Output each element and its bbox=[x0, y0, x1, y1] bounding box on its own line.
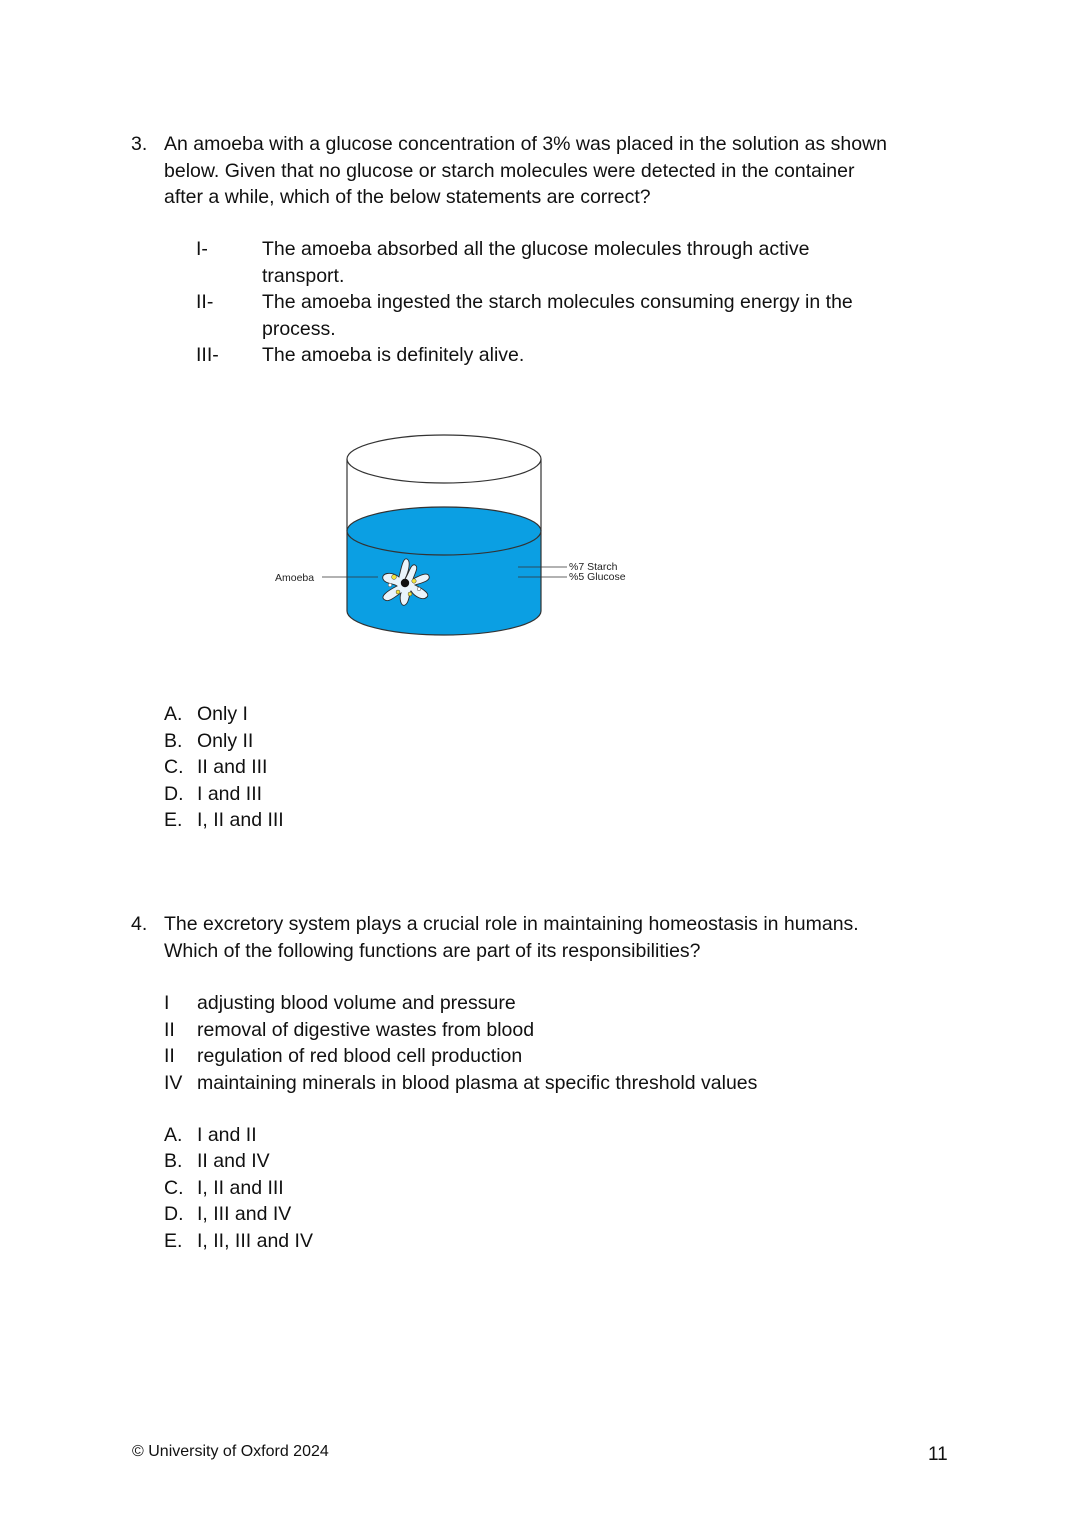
q4-statement-number: II bbox=[164, 1019, 175, 1041]
q4-statement bbox=[164, 1043, 522, 1070]
option-text: II and III bbox=[197, 756, 268, 778]
option-letter: D. bbox=[164, 1203, 184, 1225]
q3-option-b[interactable] bbox=[164, 728, 253, 755]
q3-option-c[interactable] bbox=[164, 754, 267, 781]
page-number: 11 bbox=[928, 1444, 948, 1465]
q4-option-a[interactable] bbox=[164, 1122, 257, 1149]
glucose-label: %5 Glucose bbox=[569, 571, 626, 583]
question-3-number: 3. bbox=[131, 133, 148, 155]
starch-label: %7 Starch bbox=[569, 561, 618, 573]
q4-statement-text: maintaining minerals in blood plasma at specific threshold values bbox=[197, 1072, 758, 1094]
question-4-line: The excretory system plays a crucial role in maintaining homeostasis in humans. bbox=[164, 913, 859, 935]
question-3-line: below. Given that no glucose or starch molecules were detected in the container bbox=[164, 159, 855, 182]
option-text: I and II bbox=[197, 1124, 257, 1146]
beaker-figure bbox=[260, 425, 660, 645]
amoeba-label: Amoeba bbox=[275, 572, 315, 584]
question-4-line: Which of the following functions are part of its responsibilities? bbox=[164, 939, 701, 962]
option-text: I, III and IV bbox=[197, 1203, 292, 1225]
q3-statement-line: process. bbox=[262, 317, 336, 340]
q4-statement-text: removal of digestive wastes from blood bbox=[197, 1019, 535, 1041]
option-text: I, II, III and IV bbox=[197, 1230, 313, 1252]
q3-statement-number: III- bbox=[196, 344, 219, 366]
q3-statement-line: transport. bbox=[262, 264, 345, 287]
q3-statement-text bbox=[262, 342, 524, 369]
option-text: Only I bbox=[197, 703, 248, 725]
solution-surface bbox=[347, 507, 541, 555]
option-letter: E. bbox=[164, 1230, 183, 1252]
question-4-number: 4. bbox=[131, 913, 148, 935]
q3-statement-line: The amoeba is definitely alive. bbox=[262, 344, 525, 366]
q3-statement-text bbox=[262, 289, 853, 342]
q3-statement-text bbox=[262, 236, 809, 289]
q4-option-d[interactable] bbox=[164, 1201, 291, 1228]
q3-statement-number: II- bbox=[196, 291, 214, 313]
q4-statement-number: IV bbox=[164, 1072, 183, 1094]
q3-option-d[interactable] bbox=[164, 781, 262, 808]
option-letter: C. bbox=[164, 1177, 184, 1199]
option-letter: B. bbox=[164, 730, 183, 752]
beaker-rim bbox=[347, 435, 541, 483]
q3-statement-line: The amoeba ingested the starch molecules consuming energy in the bbox=[262, 291, 853, 313]
option-text: Only II bbox=[197, 730, 254, 752]
question-3-text bbox=[164, 131, 887, 211]
option-letter: E. bbox=[164, 809, 183, 831]
option-letter: C. bbox=[164, 756, 184, 778]
q3-statement-number: I- bbox=[196, 238, 208, 260]
option-letter: A. bbox=[164, 703, 183, 725]
option-text: II and IV bbox=[197, 1150, 270, 1172]
option-letter: A. bbox=[164, 1124, 183, 1146]
option-letter: B. bbox=[164, 1150, 183, 1172]
q4-option-b[interactable] bbox=[164, 1148, 270, 1175]
q4-option-c[interactable] bbox=[164, 1175, 284, 1202]
q3-option-e[interactable] bbox=[164, 807, 284, 834]
option-text: I, II and III bbox=[197, 809, 284, 831]
copyright-footer: © University of Oxford 2024 bbox=[132, 1443, 329, 1460]
question-3-line: An amoeba with a glucose concentration of 3% was placed in the solution as shown bbox=[164, 133, 888, 155]
question-4-text bbox=[164, 911, 859, 964]
q4-statement bbox=[164, 1070, 757, 1097]
q4-statement-text: regulation of red blood cell production bbox=[197, 1045, 523, 1067]
option-text: I and III bbox=[197, 783, 263, 805]
q3-option-a[interactable] bbox=[164, 701, 248, 728]
q4-statement-number: II bbox=[164, 1045, 175, 1067]
q4-statement-number: I bbox=[164, 992, 170, 1014]
q3-statement-line: The amoeba absorbed all the glucose molecules through active bbox=[262, 238, 810, 260]
q4-option-e[interactable] bbox=[164, 1228, 313, 1255]
q4-statement-text: adjusting blood volume and pressure bbox=[197, 992, 516, 1014]
q4-statement bbox=[164, 1017, 534, 1044]
option-letter: D. bbox=[164, 783, 184, 805]
option-text: I, II and III bbox=[197, 1177, 284, 1199]
q4-statement bbox=[164, 990, 516, 1017]
question-3-line: after a while, which of the below statements are correct? bbox=[164, 186, 651, 208]
